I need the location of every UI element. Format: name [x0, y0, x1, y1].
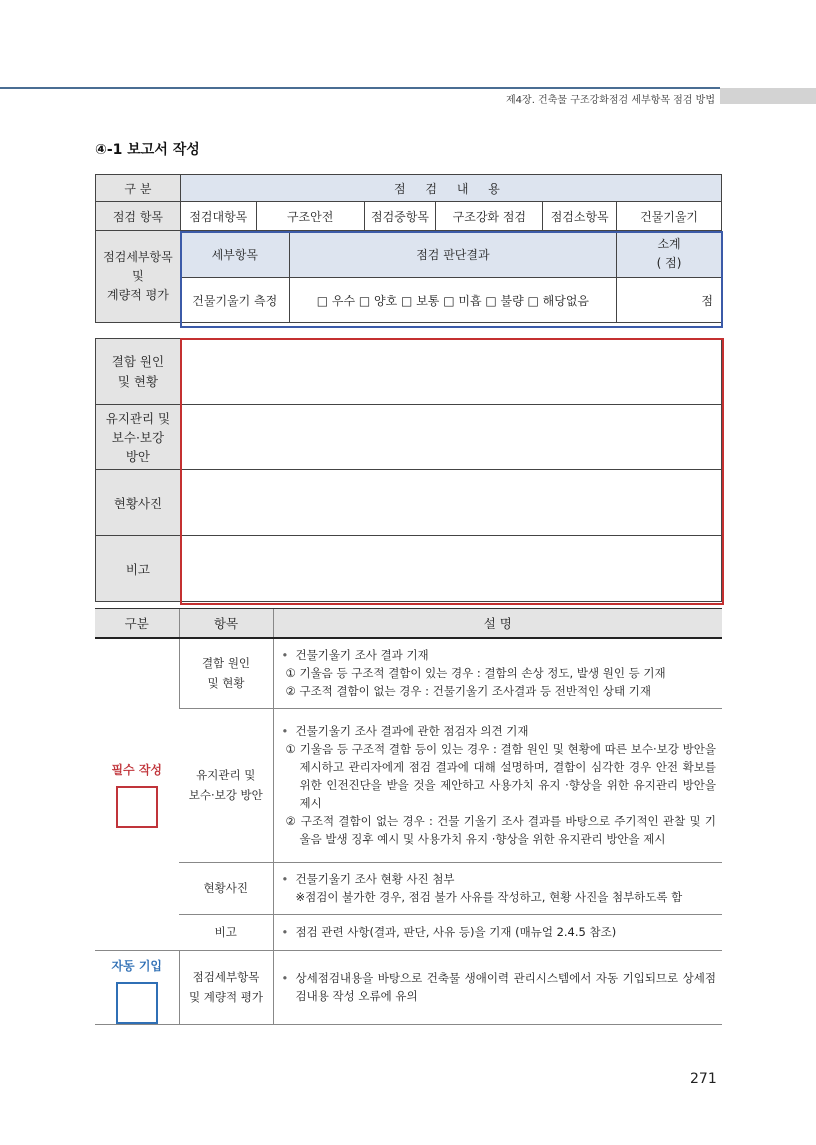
middle-item-label: 점검중항목	[364, 202, 436, 231]
detail-eval-label: 점검세부항목 및 계량적 평가	[96, 231, 181, 323]
guide-item: 현황사진	[179, 862, 273, 914]
minor-item-label: 점검소항목	[543, 202, 617, 231]
header-tab	[720, 88, 816, 104]
inspection-content-header: 점 검 내 용	[180, 175, 721, 202]
guide-description: • 상세점검내용을 바탕으로 건축물 생애이력 관리시스템에서 자동 기입되므로 상세점검내용 작성 오류에 유의	[273, 950, 722, 1024]
required-marker-box	[116, 786, 158, 828]
subtotal-header: 소계 ( 점)	[617, 231, 722, 278]
category-header: 구 분	[96, 175, 181, 202]
middle-item-value: 구조강화 점검	[436, 202, 543, 231]
guide-description: • 점검 관련 사항(결과, 판단, 사유 등)을 기재 (매뉴얼 2.4.5 참조)	[273, 914, 722, 950]
inspection-item-label: 점검 항목	[96, 202, 181, 231]
guide-item: 비고	[179, 914, 273, 950]
major-item-label: 점검대항목	[180, 202, 256, 231]
detail-item-header: 세부항목	[180, 231, 289, 278]
report-entry-table	[95, 338, 722, 602]
maintenance-label: 유지관리 및 보수·보강 방안	[96, 405, 181, 470]
guide-item: 결함 원인 및 현황	[179, 638, 273, 708]
minor-item-value: 건물기울기	[617, 202, 722, 231]
guide-item-header: 항목	[179, 609, 273, 639]
score-cell[interactable]: 점	[617, 278, 722, 323]
photo-label: 현황사진	[96, 470, 181, 536]
required-label: 필수 작성	[111, 762, 163, 777]
guide-description: • 건물기울기 조사 결과 기재 ① 기울음 등 구조적 결함이 있는 경우 : 결함의 손상 정도, 발생 원인 등 기재 ② 구조적 결함이 없는 경우 : 건물기울기 조사결과 등 전반적인 상태 기재	[273, 638, 722, 708]
auto-label: 자동 기입	[111, 958, 163, 973]
guide-description-header: 설 명	[273, 609, 722, 639]
maintenance-field[interactable]	[180, 405, 721, 470]
defect-cause-field[interactable]	[180, 339, 721, 405]
guide-item: 점검세부항목 및 계량적 평가	[179, 950, 273, 1024]
guide-item: 유지관리 및 보수·보강 방안	[179, 708, 273, 862]
detail-item-tilt: 건물기울기 측정	[180, 278, 289, 323]
guide-table	[95, 608, 722, 1025]
defect-cause-label: 결함 원인 및 현황	[96, 339, 181, 405]
major-item-value: 구조안전	[256, 202, 364, 231]
result-header: 점검 판단결과	[289, 231, 616, 278]
header-rule	[0, 87, 720, 89]
chapter-title: 제4장. 건축물 구조강화점검 세부항목 점검 방법	[506, 95, 715, 106]
guide-description: • 건물기울기 조사 현황 사진 첨부 ※점검이 불가한 경우, 점검 불가 사유를 작성하고, 현황 사진을 첨부하도록 함	[273, 862, 722, 914]
section-title: ④-1 보고서 작성	[95, 142, 200, 158]
remarks-label: 비고	[96, 536, 181, 602]
page-number: 271	[690, 1071, 717, 1087]
auto-category	[95, 950, 179, 1024]
photo-field[interactable]	[180, 470, 721, 536]
auto-marker-box	[116, 982, 158, 1024]
guide-description: • 건물기울기 조사 결과에 관한 점검자 의견 기재 ① 기울음 등 구조적 결함 등이 있는 경우 : 결함 원인 및 현황에 따른 보수·보강 방안을 제시하고 관리자에게 점검 결과에 대해 설명하며, 결함이 심각한 경우 안전 확보를 위한 인전진단을 받을 것을 제안하고 사용가치 유지 ·향상을 위한 유지관리 방안을 제시 ② 구조적 결함이 없는 경우 : 건물 기울기 조사 결과를 바탕으로 주기적인 관찰 및 기울음 발생 징후 예시 및 사용가치 유지 ·향상을 위한 유지관리 방안을 제시	[273, 708, 722, 862]
required-category	[95, 638, 179, 950]
inspection-summary-table	[95, 174, 722, 323]
remarks-field[interactable]	[180, 536, 721, 602]
guide-category-header: 구분	[95, 609, 179, 639]
rating-options[interactable]: □ 우수 □ 양호 □ 보통 □ 미흡 □ 불량 □ 해당없음	[289, 278, 616, 323]
